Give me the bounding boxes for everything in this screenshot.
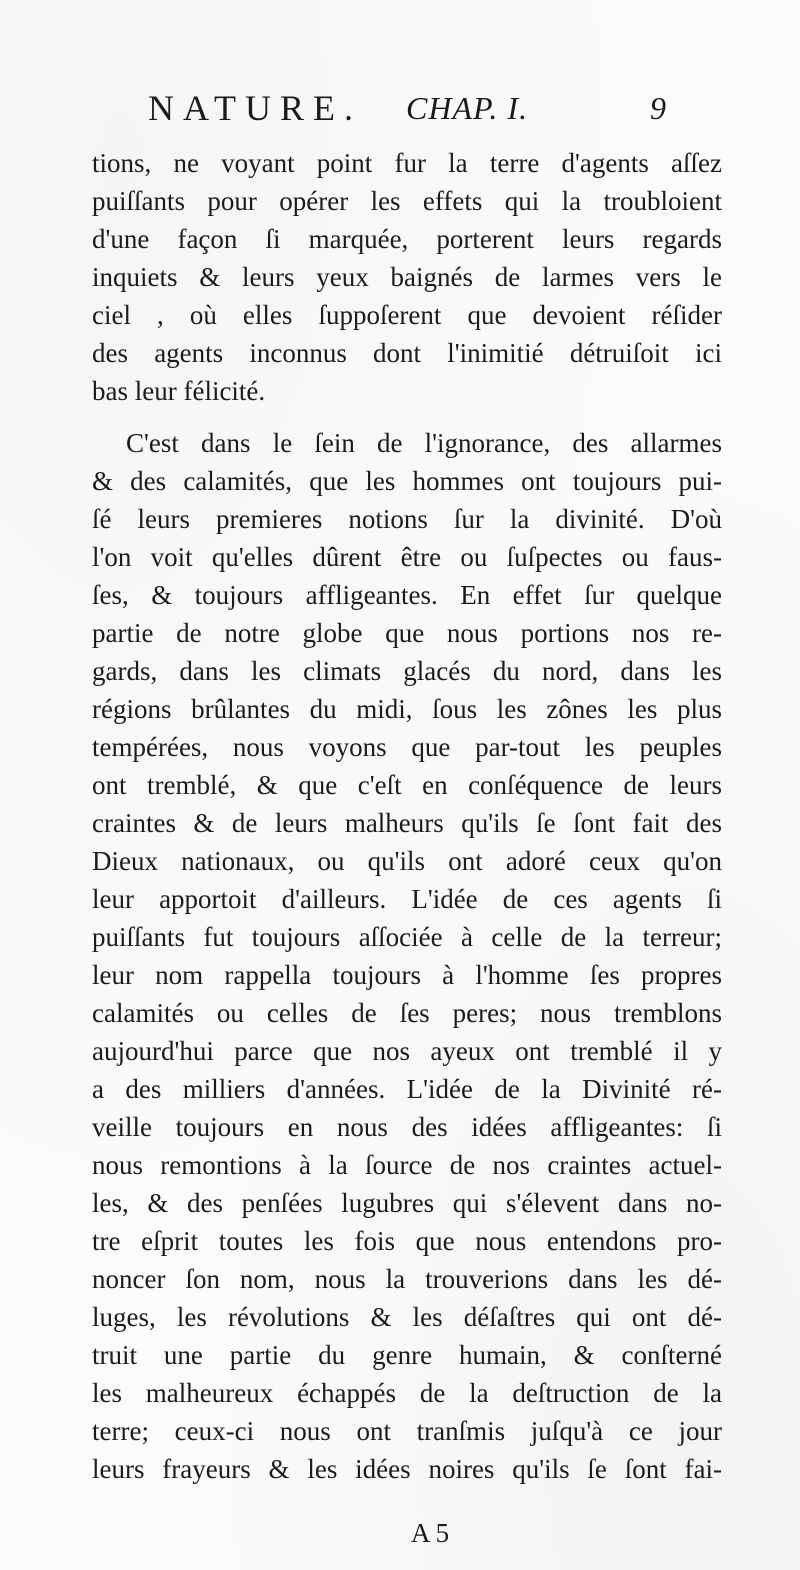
- paragraph-1: [92, 144, 722, 410]
- text-line: calamités ou celles de ſes peres; nous tremblons: [92, 998, 722, 1028]
- text-line: ciel , où elles ſuppoſerent que devoient réſider: [92, 300, 722, 330]
- text-line: leurs frayeurs & les idées noires qu'ils ſe ſont fai-: [92, 1454, 722, 1484]
- text-line: bas leur félicité.: [92, 376, 266, 406]
- text-line: tions, ne voyant point fur la terre d'agents aſſez: [92, 148, 722, 178]
- text-line: leur nom rappella toujours à l'homme ſes propres: [92, 960, 722, 990]
- text-line: nous remontions à la ſource de nos craintes actuel-: [92, 1150, 722, 1180]
- text-line: truit une partie du genre humain, & conſterné: [92, 1340, 722, 1370]
- text-line: terre; ceux-ci nous ont tranſmis juſqu'à ce jour: [92, 1416, 722, 1446]
- text-line: aujourd'hui parce que nos ayeux ont tremblé il y: [92, 1036, 722, 1066]
- text-line: luges, les révolutions & les déſaſtres qui ont dé-: [92, 1302, 722, 1332]
- text-line: C'est dans le ſein de l'ignorance, des allarmes: [126, 428, 722, 458]
- text-line: a des milliers d'années. L'idée de la Divinité ré-: [92, 1074, 722, 1104]
- text-line: gards, dans les climats glacés du nord, dans les: [92, 656, 722, 686]
- running-head-title: NATURE.: [148, 88, 362, 128]
- text-line: ſé leurs premieres notions ſur la divinité. D'où: [92, 504, 722, 534]
- text-line: puiſſants fut toujours aſſociée à celle de la terreur;: [92, 922, 722, 952]
- text-line: partie de notre globe que nous portions nos re-: [92, 618, 722, 648]
- body-text: [92, 144, 722, 1488]
- text-line: l'on voit qu'elles dûrent être ou ſuſpectes ou faus-: [92, 542, 722, 572]
- running-head: [148, 88, 668, 128]
- paragraph-gap: [92, 410, 722, 424]
- text-line: les malheureux échappés de la deſtruction de la: [92, 1378, 722, 1408]
- page-number: 9: [650, 90, 666, 126]
- text-line: & des calamités, que les hommes ont toujours pui-: [92, 466, 722, 496]
- text-line: puiſſants pour opérer les effets qui la troubloient: [92, 186, 722, 216]
- signature-mark: A 5: [410, 1518, 450, 1548]
- text-line: des agents inconnus dont l'inimitié détruiſoit ici: [92, 338, 722, 368]
- text-line: noncer ſon nom, nous la trouverions dans les dé-: [92, 1264, 722, 1294]
- paragraph-2: [92, 424, 722, 1488]
- text-line: inquiets & leurs yeux baignés de larmes vers le: [92, 262, 722, 292]
- text-line: d'une façon ſi marquée, porterent leurs regards: [92, 224, 722, 254]
- text-line: tre eſprit toutes les fois que nous entendons pro-: [92, 1226, 722, 1256]
- text-line: ſes, & toujours affligeantes. En effet ſur quelque: [92, 580, 722, 610]
- text-line: régions brûlantes du midi, ſous les zônes les plus: [92, 694, 722, 724]
- text-line: veille toujours en nous des idées affligeantes: ſi: [92, 1112, 722, 1142]
- text-line: les, & des penſées lugubres qui s'élevent dans no-: [92, 1188, 722, 1218]
- text-line: craintes & de leurs malheurs qu'ils ſe ſont fait des: [92, 808, 722, 838]
- text-line: tempérées, nous voyons que par-tout les peuples: [92, 732, 722, 762]
- text-line: Dieux nationaux, ou qu'ils ont adoré ceux qu'on: [92, 846, 722, 876]
- text-line: leur apportoit d'ailleurs. L'idée de ces agents ſi: [92, 884, 722, 914]
- text-line: ont tremblé, & que c'eſt en conſéquence de leurs: [92, 770, 722, 800]
- running-head-chapter: CHAP. I.: [406, 90, 529, 126]
